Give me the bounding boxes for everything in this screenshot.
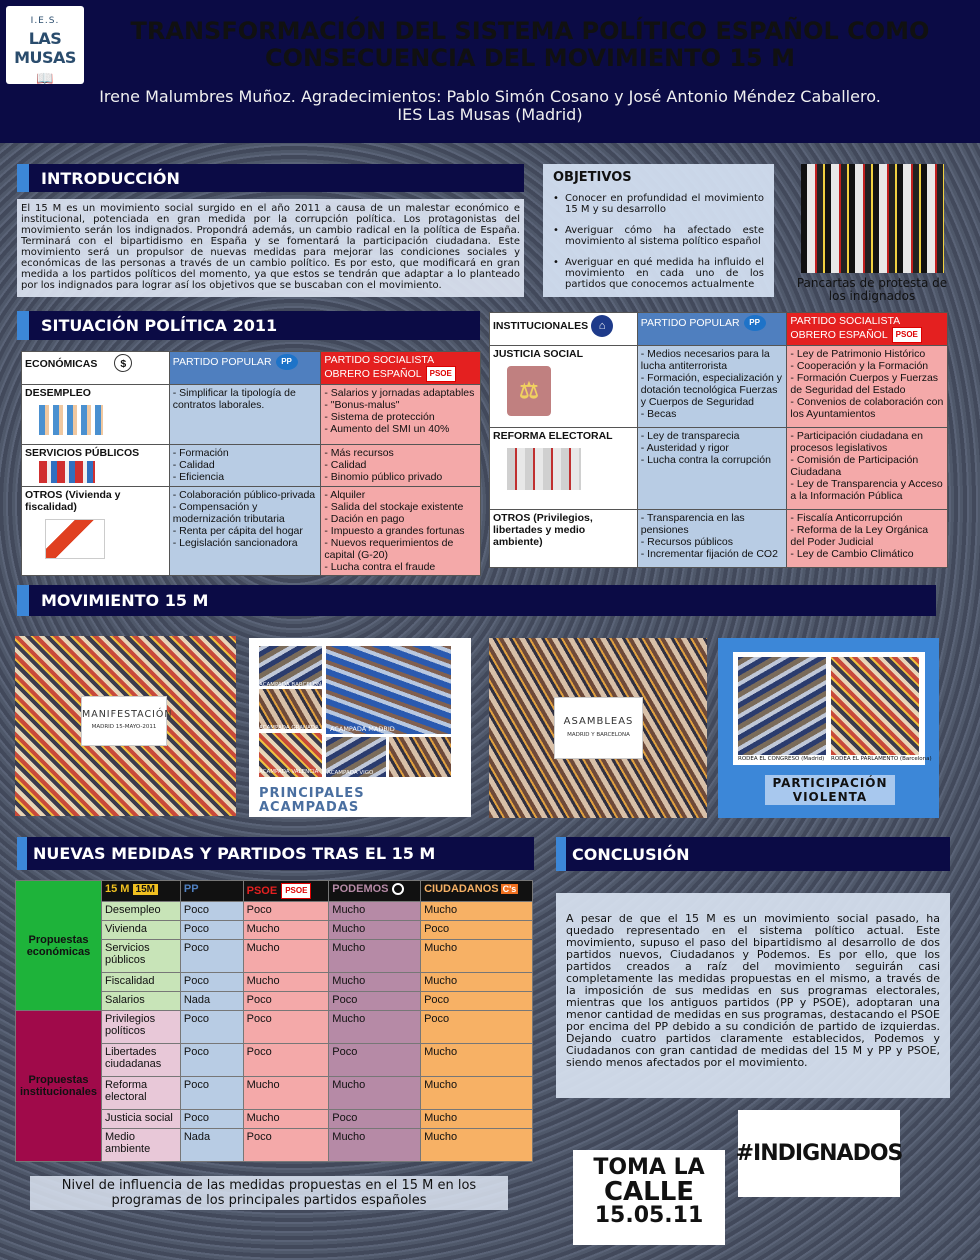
acampada-madrid-label: ACAMPADA MADRID bbox=[330, 725, 395, 733]
public-services-icon bbox=[39, 461, 95, 483]
header-label: PARTIDO POPULAR bbox=[640, 316, 740, 329]
acampada-granada-photo bbox=[259, 689, 322, 729]
measure-name: Vivienda bbox=[101, 921, 180, 940]
group-economic-label bbox=[16, 881, 102, 1011]
table-row bbox=[490, 428, 948, 510]
group-label-text: Propuestas económicas bbox=[26, 933, 91, 958]
manifestacion-date: MADRID 15-MAYO-2011 bbox=[91, 724, 157, 730]
indignados-stamp bbox=[735, 1110, 903, 1197]
header-ciudadanos bbox=[421, 881, 533, 902]
pp-value: Nada bbox=[180, 992, 243, 1011]
authors-line: Irene Malumbres Muñoz. Agradecimientos: Pablo Simón Cosano y José Antonio Méndez Caballero. bbox=[99, 87, 881, 106]
measure-name: Medio ambiente bbox=[101, 1129, 180, 1162]
measure-name: Justicia social bbox=[101, 1110, 180, 1129]
date-line: 15.05.11 bbox=[594, 1203, 704, 1228]
situation-heading bbox=[17, 311, 480, 340]
pp-logo-icon: PP bbox=[276, 354, 298, 370]
objective-item: • Averiguar cómo ha afectado este movimiento al sistema político español bbox=[553, 225, 764, 247]
podemos-value: Poco bbox=[329, 1110, 421, 1129]
asambleas-title: ASAMBLEAS bbox=[563, 716, 634, 727]
podemos-value: Mucho bbox=[329, 902, 421, 921]
ciudadanos-value: Mucho bbox=[421, 973, 533, 992]
pp-value: Poco bbox=[180, 1011, 243, 1044]
podemos-value: Poco bbox=[329, 992, 421, 1011]
row-category bbox=[22, 487, 170, 576]
measure-name: Desempleo bbox=[101, 902, 180, 921]
ciudadanos-value: Mucho bbox=[421, 1044, 533, 1077]
pp-value: Nada bbox=[180, 1129, 243, 1162]
objectives-box bbox=[543, 164, 774, 297]
conclusion-heading-text: CONCLUSIÓN bbox=[572, 844, 690, 864]
rodea-congreso-photo bbox=[738, 657, 826, 755]
logo-top-text: I.E.S. bbox=[30, 16, 60, 26]
pp-value: Poco bbox=[180, 1044, 243, 1077]
header-label: PARTIDO SOCIALISTA OBRERO ESPAÑOL bbox=[324, 354, 434, 380]
intro-heading-text: INTRODUCCIÓN bbox=[41, 168, 180, 188]
institutional-table bbox=[489, 312, 948, 568]
header-label: PARTIDO SOCIALISTA OBRERO ESPAÑOL bbox=[790, 315, 900, 341]
pp-header-cell bbox=[637, 313, 787, 346]
podemos-value: Mucho bbox=[329, 921, 421, 940]
pp-value: Poco bbox=[180, 973, 243, 992]
electoral-reform-icon bbox=[507, 448, 581, 490]
header-label: 15 M bbox=[104, 883, 130, 895]
header-psoe bbox=[243, 881, 329, 902]
acampada-barcelona-label: ACAMPADA BARCELONA bbox=[259, 682, 325, 688]
poster-authors bbox=[20, 88, 960, 124]
row-category bbox=[22, 385, 170, 445]
15m-logo-icon: 15M bbox=[133, 884, 158, 895]
podemos-value: Mucho bbox=[329, 1129, 421, 1162]
header-label: INSTITUCIONALES bbox=[493, 320, 589, 332]
ciudadanos-value: Mucho bbox=[421, 1129, 533, 1162]
podemos-logo-icon bbox=[392, 883, 404, 895]
psoe-value: Mucho bbox=[243, 940, 329, 973]
pp-cell: - Simplificar la tipología de contratos laborales. bbox=[169, 385, 321, 445]
conclusion-heading bbox=[556, 837, 950, 871]
pp-cell: - Medios necesarios para la lucha antiterrorista - Formación, especialización y dotación tecnológica Fuerzas y Cuerpos de Seguridad - Becas bbox=[637, 346, 787, 428]
acampada-barcelona-photo bbox=[259, 646, 322, 686]
psoe-value: Mucho bbox=[243, 1077, 329, 1110]
pp-value: Poco bbox=[180, 902, 243, 921]
institutional-header-row bbox=[490, 313, 948, 346]
psoe-value: Mucho bbox=[243, 973, 329, 992]
movement-heading-text: MOVIMIENTO 15 M bbox=[41, 591, 209, 610]
measure-name: Privilegios políticos bbox=[101, 1011, 180, 1044]
measures-heading bbox=[17, 837, 534, 870]
measures-table bbox=[15, 880, 533, 1162]
toma-la-calle-stamp bbox=[573, 1150, 725, 1245]
measure-name: Libertades ciudadanas bbox=[101, 1044, 180, 1077]
psoe-value: Poco bbox=[243, 902, 329, 921]
podemos-value: Poco bbox=[329, 1044, 421, 1077]
header-pp: PP bbox=[180, 881, 243, 902]
asambleas-sub: MADRID Y BARCELONA bbox=[567, 732, 630, 738]
violenta-caption: PARTICIPACIÓN VIOLENTA bbox=[765, 775, 895, 805]
row-category bbox=[490, 428, 638, 510]
row-category bbox=[22, 445, 170, 487]
ciudadanos-value: Poco bbox=[421, 1011, 533, 1044]
pp-value: Poco bbox=[180, 940, 243, 973]
money-bag-icon: $ bbox=[114, 354, 132, 372]
pp-header-cell bbox=[169, 352, 321, 385]
rodea-congreso-label: RODEA EL CONGRESO (Madrid) bbox=[738, 756, 825, 762]
category-label: OTROS (Vivienda y fiscalidad) bbox=[25, 489, 121, 513]
poster-title: TRANSFORMACIÓN DEL SISTEMA POLÍTICO ESPAÑOL COMO CONSECUENCIA DEL MOVIMIENTO 15 M bbox=[130, 17, 930, 72]
school-logo bbox=[6, 6, 84, 87]
header-label: PARTIDO POPULAR bbox=[172, 355, 272, 368]
acampada-extra-photo bbox=[389, 737, 451, 777]
podemos-value: Mucho bbox=[329, 973, 421, 992]
logo-main-text: LAS MUSAS bbox=[14, 29, 76, 67]
protest-caption: Pancartas de protesta de los indignados bbox=[796, 276, 948, 303]
psoe-header-cell bbox=[321, 352, 481, 385]
header-label: PSOE bbox=[246, 884, 278, 897]
pp-value: Poco bbox=[180, 1077, 243, 1110]
psoe-logo-icon: PSOE bbox=[892, 327, 922, 343]
group-label-text: Propuestas institucionales bbox=[19, 1074, 97, 1098]
psoe-logo-icon: PSOE bbox=[281, 883, 311, 899]
objective-item: • Averiguar en qué medida ha influido el movimiento en cada uno de los partidos que conocemos actualmente bbox=[553, 257, 764, 290]
measure-name: Servicios públicos bbox=[101, 940, 180, 973]
rodea-parlamento-label: RODEA EL PARLAMENTO (Barcelona) bbox=[831, 756, 932, 762]
situation-heading-text: SITUACIÓN POLÍTICA 2011 bbox=[41, 316, 278, 335]
psoe-cell: - Fiscalía Anticorrupción - Reforma de la Ley Orgánica del Poder Judicial - Ley de Cambio Climático bbox=[787, 510, 948, 568]
toma-line: TOMA LA bbox=[593, 1155, 705, 1180]
pp-cell: - Ley de transparecia - Austeridad y rigor - Lucha contra la corrupción bbox=[637, 428, 787, 510]
justice-scale-icon: ⚖ bbox=[507, 366, 551, 416]
psoe-logo-icon: PSOE bbox=[426, 366, 456, 382]
psoe-cell: - Más recursos - Calidad - Binomio público privado bbox=[321, 445, 481, 487]
pp-cell: - Transparencia en las pensiones - Recursos públicos - Incrementar fijación de CO2 bbox=[637, 510, 787, 568]
psoe-value: Poco bbox=[243, 1044, 329, 1077]
pp-value: Poco bbox=[180, 1110, 243, 1129]
protest-banners-photo bbox=[801, 164, 944, 273]
psoe-cell: - Alquiler - Salida del stockaje existente - Dación en pago - Impuesto a grandes fortunas - Nuevos requerimientos de capital (G-20) - Lucha contra el fraude bbox=[321, 487, 481, 576]
ciudadanos-value: Mucho bbox=[421, 902, 533, 921]
podemos-value: Mucho bbox=[329, 940, 421, 973]
row-category bbox=[490, 346, 638, 428]
indignados-text: #INDIGNADOS bbox=[735, 1141, 903, 1166]
podemos-value: Mucho bbox=[329, 1011, 421, 1044]
objective-item: • Conocer en profundidad el movimiento 15 M y su desarrollo bbox=[553, 193, 764, 215]
economic-header-cell bbox=[22, 352, 170, 385]
ciudadanos-value: Poco bbox=[421, 921, 533, 940]
movement-heading bbox=[17, 585, 936, 616]
category-label: SERVICIOS PÚBLICOS bbox=[25, 447, 140, 459]
measure-name: Salarios bbox=[101, 992, 180, 1011]
acampada-vigo-label: ACAMPADA VIGO bbox=[327, 770, 374, 776]
psoe-cell: - Ley de Patrimonio Histórico - Cooperación y la Formación - Formación Cuerpos y Fuerzas de Seguridad del Estado - Convenios de colaboración con los Ayuntamientos bbox=[787, 346, 948, 428]
psoe-value: Poco bbox=[243, 992, 329, 1011]
measures-heading-text: NUEVAS MEDIDAS Y PARTIDOS TRAS EL 15 M bbox=[33, 844, 436, 863]
intro-text: El 15 M es un movimiento social surgido en el año 2011 a causa de un malestar económico e institucional, potenciada en gran medida por la corrupción política. Los protagonistas del movimiento serán los indignados. Propondrá además, un cambio radical en la política de España. Terminará con el bipartidismo en España y se fomentará la participación ciudadana. Este movimiento será un propulsor de nuevas medidas para mejorar las condiciones sociales y económicas de las personas a través de un cambio político. Es por esto, que modificará en gran medida a los partidos políticos del momento, ya que estos se tendrán que adaptar a lo planteado por los indignados para lograr así los objetivos que se buscaban con el movimiento. bbox=[17, 199, 524, 297]
category-label: JUSTICIA SOCIAL bbox=[493, 348, 584, 360]
school-line: IES Las Musas (Madrid) bbox=[397, 105, 583, 124]
unemployment-people-icon bbox=[39, 405, 103, 435]
acampadas-caption: PRINCIPALES ACAMPADAS bbox=[259, 786, 365, 815]
ciudadanos-value: Mucho bbox=[421, 1110, 533, 1129]
measures-caption: Nivel de influencia de las medidas propuestas en el 15 M en los programas de los principales partidos españoles bbox=[30, 1176, 508, 1210]
header-label: CIUDADANOS bbox=[424, 883, 499, 895]
objectives-heading: OBJETIVOS bbox=[553, 170, 632, 185]
header-15m bbox=[101, 881, 180, 902]
pp-cell: - Colaboración público-privada - Compensación y modernización tributaria - Renta per cápita del hogar - Legislación sancionadora bbox=[169, 487, 321, 576]
ciudadanos-value: Poco bbox=[421, 992, 533, 1011]
institutional-header-cell bbox=[490, 313, 638, 346]
table-row bbox=[22, 445, 481, 487]
header-label: PODEMOS bbox=[332, 883, 389, 895]
acampada-valencia-label: ACAMPADA VALENCIA bbox=[259, 769, 319, 775]
manifestacion-title: MANIFESTACIÓN bbox=[82, 709, 173, 720]
measures-header-row bbox=[16, 881, 533, 902]
economic-table bbox=[21, 351, 481, 576]
psoe-value: Mucho bbox=[243, 1110, 329, 1129]
pp-logo-icon: PP bbox=[744, 315, 766, 331]
table-row bbox=[490, 346, 948, 428]
row-category: OTROS (Privilegios, libertades y medio ambiente) bbox=[490, 510, 638, 568]
category-label: REFORMA ELECTORAL bbox=[493, 430, 613, 442]
podemos-value: Mucho bbox=[329, 1077, 421, 1110]
intro-heading bbox=[17, 164, 524, 192]
asambleas-label bbox=[554, 697, 643, 759]
calle-line: CALLE bbox=[603, 1177, 695, 1207]
psoe-value: Poco bbox=[243, 1129, 329, 1162]
category-label: DESEMPLEO bbox=[25, 387, 91, 399]
acampada-granada-label: ACAMPADA GRANADA bbox=[259, 725, 319, 731]
pp-cell: - Formación - Calidad - Eficiencia bbox=[169, 445, 321, 487]
table-row bbox=[16, 1011, 533, 1044]
header-podemos bbox=[329, 881, 421, 902]
institution-building-icon: ⌂ bbox=[591, 315, 613, 337]
manifestacion-label bbox=[81, 696, 173, 746]
rodea-parlamento-photo bbox=[831, 657, 919, 755]
conclusion-text: A pesar de que el 15 M es un movimiento social pasado, ha quedado representado en el sistema político actual. Este movimiento, supuso el paso del bipartidismo al desarrollo de dos partidos nuevos, Ciudadanos y Podemos. Es por ello, que los partidos creados a raíz del movimiento seguirán casi completamente las medidas propuestas en el mismo, a través de la imposición de sus medidas en sus programas electorales, mientras que los antiguos partidos (PP y PSOE), adoptaran una menor cantidad de medidas en sus programas, destacando el PSOE por encima del PP debido a su condición de partido de izquierdas. Dejando cuatro partidos claramente establecidos, Podemos y Ciudadanos con gran cantidad de medidas del 15 M y PP y PSOE, siendo menos afectados por el movimiento. bbox=[556, 893, 950, 1098]
economic-header-row bbox=[22, 352, 481, 385]
group-institutional-label bbox=[16, 1011, 102, 1162]
table-row bbox=[22, 487, 481, 576]
psoe-cell: - Salarios y jornadas adaptables - "Bonus-malus" - Sistema de protección - Aumento del SMI un 40% bbox=[321, 385, 481, 445]
acampada-madrid-photo bbox=[326, 646, 451, 734]
book-icon: 📖 bbox=[36, 71, 54, 87]
pp-value: Poco bbox=[180, 921, 243, 940]
psoe-cell: - Participación ciudadana en procesos legislativos - Comisión de Participación Ciudadana - Ley de Transparencia y Acceso a la Información Pública bbox=[787, 428, 948, 510]
ciudadanos-value: Mucho bbox=[421, 1077, 533, 1110]
psoe-value: Poco bbox=[243, 1011, 329, 1044]
house-tax-icon bbox=[45, 519, 105, 559]
ciudadanos-logo-icon: C's bbox=[502, 884, 517, 894]
ciudadanos-value: Mucho bbox=[421, 940, 533, 973]
measure-name: Fiscalidad bbox=[101, 973, 180, 992]
objectives-list bbox=[553, 193, 764, 290]
header-label: ECONÓMICAS bbox=[25, 358, 98, 370]
psoe-value: Mucho bbox=[243, 921, 329, 940]
table-row bbox=[490, 510, 948, 568]
psoe-header-cell bbox=[787, 313, 948, 346]
measure-name: Reforma electoral bbox=[101, 1077, 180, 1110]
table-row bbox=[22, 385, 481, 445]
